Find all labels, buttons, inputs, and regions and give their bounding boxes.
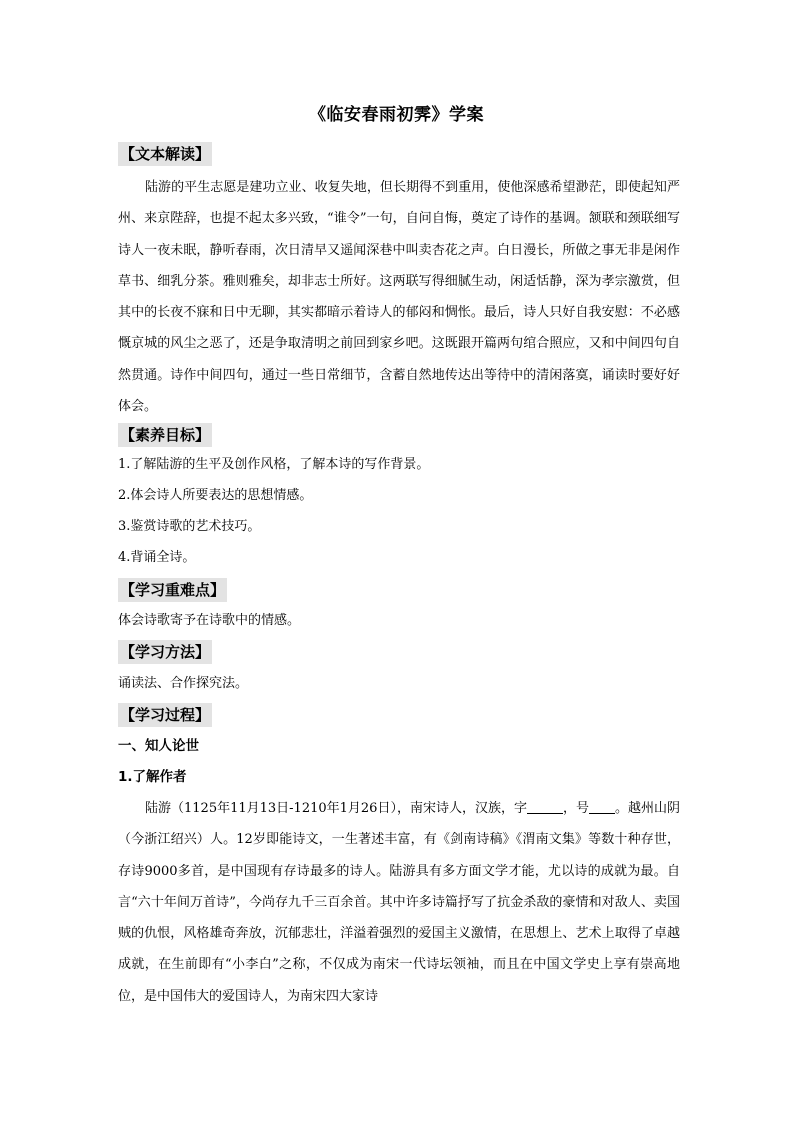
- author-paragraph: [118, 793, 680, 1012]
- sub-heading-author: 1.了解作者: [118, 769, 187, 785]
- author-text-mid: ，号: [562, 801, 589, 816]
- key-points-body: 体会诗歌寄予在诗歌中的情感。: [118, 613, 301, 628]
- author-text-rest: 。越州山阴（今浙江绍兴）人。12岁即能诗文，一生著述丰富，有《剑南诗稿》《渭南文集》等数十种存世，存诗9000多首，是中国现有存诗最多的诗人。陆游具有多方面文学才能，尤以诗的成就为最。自言“六十年间万首诗”，今尚存九千三百余首。其中许多诗篇抒写了抗金杀敌的豪情和对敌人、卖国贼的仇恨，风格雄奇奔放，沉郁悲壮，洋溢着强烈的爱国主义激情，在思想上、艺术上取得了卓越成就，在生前即有“小李白”之称，不仅成为南宋一代诗坛领袖，而且在中国文学史上享有崇高地位，是中国伟大的爱国诗人，为南宋四大家诗: [118, 801, 680, 1004]
- heading-process: 【学习过程】: [118, 703, 212, 727]
- heading-text-reading: 【文本解读】: [118, 142, 212, 166]
- courtesy-name-blank[interactable]: [527, 799, 563, 814]
- heading-key-points: 【学习重难点】: [118, 578, 227, 602]
- author-text-prefix: 陆游（1125年11月13日-1210年1月26日），南宋诗人，汉族，字: [145, 801, 527, 816]
- goal-item-4: 4.背诵全诗。: [118, 550, 196, 565]
- document-title: 《临安春雨初霁》学案: [309, 105, 484, 125]
- heading-methods: 【学习方法】: [118, 640, 212, 664]
- methods-body: 诵读法、合作探究法。: [118, 676, 249, 691]
- heading-goals: 【素养目标】: [118, 423, 212, 447]
- part-heading-zhiren-lunshi: 一、知人论世: [118, 738, 199, 754]
- goal-item-3: 3.鉴赏诗歌的艺术技巧。: [118, 519, 261, 534]
- text-reading-body: 陆游的平生志愿是建功立业、收复失地，但长期得不到重用，使他深感希望渺茫，即使起知严州、来京陛辞，也提不起太多兴致，“谁令”一句，自问自悔，奠定了诗作的基调。颔联和颈联细写诗人一夜未眠，静听春雨，次日清早又遥闻深巷中叫卖杏花之声。白日漫长，所做之事无非是闲作草书、细乳分茶。雅则雅矣，却非志士所好。这两联写得细腻生动，闲适恬静，深为孝宗激赏，但其中的长夜不寐和日中无聊，其实都暗示着诗人的郁闷和惆怅。最后，诗人只好自我安慰：不必感慨京城的风尘之恶了，还是争取清明之前回到家乡吧。这既跟开篇两句绾合照应，又和中间四句自然贯通。诗作中间四句，通过一些日常细节，含蓄自然地传达出等待中的清闲落寞，诵读时要好好体会。: [118, 180, 680, 415]
- art-name-blank[interactable]: [589, 799, 615, 814]
- goal-item-1: 1.了解陆游的生平及创作风格，了解本诗的写作背景。: [118, 457, 430, 472]
- goal-item-2: 2.体会诗人所要表达的思想情感。: [118, 488, 313, 503]
